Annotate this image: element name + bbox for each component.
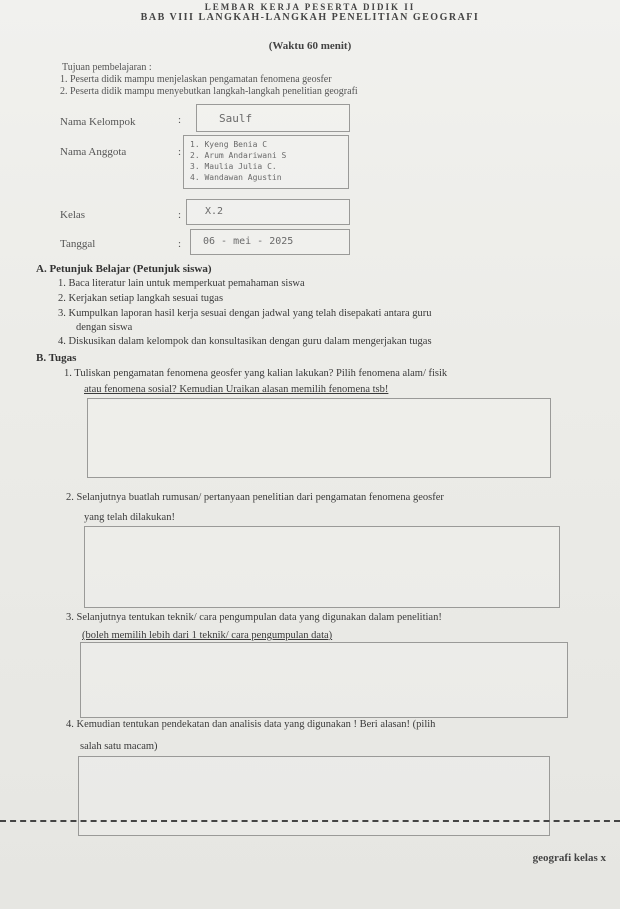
instruction-2: 2. Kerjakan setiap langkah sesuai tugas: [58, 293, 224, 304]
task-4-answer-box[interactable]: [78, 756, 550, 836]
task-1-line-2: atau fenomena sosial? Kemudian Uraikan alasan memilih fenomena tsb!: [84, 384, 389, 395]
task-3-answer-box[interactable]: [80, 642, 568, 718]
group-name-field[interactable]: [196, 104, 350, 132]
footer-text: geografi kelas x: [532, 852, 606, 864]
time-limit: (Waktu 60 menit): [268, 40, 352, 52]
task-1-answer-box[interactable]: [87, 398, 551, 478]
task-3-line-1: 3. Selanjutnya tentukan teknik/ cara pengumpulan data yang digunakan dalam penelitian!: [66, 612, 442, 623]
class-value: X.2: [205, 206, 224, 217]
member-1: 1. Kyeng Benia C: [190, 140, 268, 149]
objective-item-1: 1. Peserta didik mampu menjelaskan pengamatan fenomena geosfer: [60, 74, 332, 85]
colon: :: [178, 209, 182, 221]
member-4: 4. Wandawan Agustin: [190, 173, 282, 182]
date-value: 06 - mei - 2025: [203, 236, 294, 247]
member-3: 3. Maulia Julia C.: [190, 162, 277, 171]
instruction-4: 4. Diskusikan dalam kelompok dan konsultasikan dengan guru dalam mengerjakan tugas: [58, 336, 432, 347]
instruction-1: 1. Baca literatur lain untuk memperkuat pemahaman siswa: [58, 278, 305, 289]
section-b-title: B. Tugas: [36, 352, 77, 364]
task-2-line-1: 2. Selanjutnya buatlah rumusan/ pertanyaan penelitian dari pengamatan fenomena geosfer: [66, 492, 444, 503]
header-title: LEMBAR KERJA PESERTA DIDIK II: [204, 2, 416, 12]
objective-label: Tujuan pembelajaran :: [62, 62, 152, 73]
members-label: Nama Anggota: [60, 146, 127, 158]
colon: :: [178, 238, 182, 250]
colon: :: [178, 114, 182, 126]
objective-item-2: 2. Peserta didik mampu menyebutkan langkah-langkah penelitian geografi: [60, 86, 358, 97]
task-4-line-2: salah satu macam): [80, 741, 158, 752]
class-label: Kelas: [60, 209, 86, 221]
instruction-3: 3. Kumpulkan laporan hasil kerja sesuai dengan jadwal yang telah disepakati antara guru: [58, 308, 432, 319]
task-3-line-2: (boleh memilih lebih dari 1 teknik/ cara pengumpulan data): [82, 630, 333, 641]
section-a-title: A. Petunjuk Belajar (Petunjuk siswa): [36, 263, 212, 275]
class-field[interactable]: [186, 199, 350, 225]
date-label: Tanggal: [60, 238, 96, 250]
members-field[interactable]: [183, 135, 349, 189]
member-2: 2. Arum Andariwani S: [190, 151, 287, 160]
task-4-line-1: 4. Kemudian tentukan pendekatan dan analisis data yang digunakan ! Beri alasan! (pilih: [66, 719, 436, 730]
instruction-3-cont: dengan siswa: [76, 322, 133, 333]
task-1-line-1: 1. Tuliskan pengamatan fenomena geosfer yang kalian lakukan? Pilih fenomena alam/ fisik: [64, 368, 448, 379]
date-field[interactable]: [190, 229, 350, 255]
task-2-line-2: yang telah dilakukan!: [84, 512, 175, 523]
group-name-value: Saulf: [219, 112, 253, 125]
cut-line: [0, 820, 620, 822]
group-name-label: Nama Kelompok: [60, 116, 136, 128]
header-subtitle: BAB VIII LANGKAH-LANGKAH PENELITIAN GEOGRAFI: [140, 12, 480, 23]
task-2-answer-box[interactable]: [84, 526, 560, 608]
colon: :: [178, 146, 182, 158]
